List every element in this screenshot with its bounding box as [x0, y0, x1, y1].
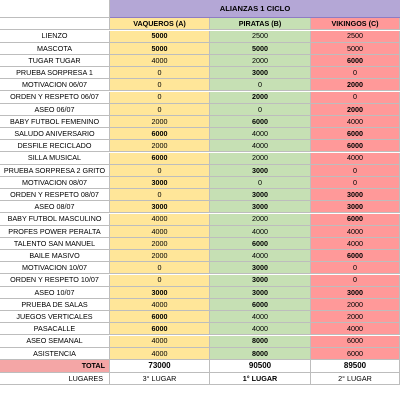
piratas-cell[interactable]: 2500	[210, 31, 311, 43]
piratas-cell[interactable]: 4000	[210, 323, 311, 335]
vikingos-cell[interactable]: 0	[311, 275, 400, 287]
piratas-cell[interactable]: 3000	[210, 201, 311, 213]
table-row	[0, 92, 400, 104]
piratas-cell[interactable]: 3000	[210, 262, 311, 274]
vikingos-cell[interactable]: 2000	[311, 79, 400, 91]
table-row	[0, 214, 400, 226]
title-row	[0, 0, 400, 18]
vaqueros-cell[interactable]: 0	[110, 79, 210, 91]
place-vikingos[interactable]: 2° LUGAR	[311, 373, 400, 385]
vaqueros-cell[interactable]: 0	[110, 165, 210, 177]
table-row	[0, 287, 400, 299]
vaqueros-cell[interactable]: 3000	[110, 177, 210, 189]
places-row	[0, 373, 400, 385]
piratas-cell[interactable]: 4000	[210, 140, 311, 152]
activity-cell[interactable]: MOTIVACION 06/07	[0, 79, 110, 91]
vikingos-cell[interactable]: 0	[311, 177, 400, 189]
table-row	[0, 226, 400, 238]
header-vaqueros[interactable]: VAQUEROS (A)	[110, 18, 210, 30]
vaqueros-cell[interactable]: 3000	[110, 287, 210, 299]
vaqueros-cell[interactable]: 4000	[110, 214, 210, 226]
activity-cell[interactable]: TUGAR TUGAR	[0, 55, 110, 67]
vaqueros-cell[interactable]: 6000	[110, 153, 210, 165]
vaqueros-cell[interactable]: 4000	[110, 336, 210, 348]
header-row	[0, 18, 400, 30]
table-row	[0, 189, 400, 201]
activity-cell[interactable]: SILLA MUSICAL	[0, 153, 110, 165]
vikingos-cell[interactable]: 4000	[311, 238, 400, 250]
table-row	[0, 323, 400, 335]
header-vikingos[interactable]: VIKINGOS (C)	[311, 18, 400, 30]
activity-cell[interactable]: ASEO 08/07	[0, 201, 110, 213]
blank-cell[interactable]	[0, 0, 110, 18]
activity-cell[interactable]: MOTIVACION 08/07	[0, 177, 110, 189]
vikingos-cell[interactable]: 3000	[311, 201, 400, 213]
piratas-cell[interactable]: 8000	[210, 348, 311, 360]
table-row	[0, 238, 400, 250]
activity-cell[interactable]: JUEGOS VERTICALES	[0, 311, 110, 323]
activity-cell[interactable]: PRUEBA DE SALAS	[0, 299, 110, 311]
activity-cell[interactable]: TALENTO SAN MANUEL	[0, 238, 110, 250]
activity-cell[interactable]: LIENZO	[0, 31, 110, 43]
header-piratas[interactable]: PIRATAS (B)	[210, 18, 311, 30]
vikingos-cell[interactable]: 6000	[311, 348, 400, 360]
table-row	[0, 79, 400, 91]
activity-cell[interactable]: ORDEN Y RESPETO 08/07	[0, 189, 110, 201]
piratas-cell[interactable]: 3000	[210, 287, 311, 299]
vikingos-cell[interactable]: 0	[311, 92, 400, 104]
table-row	[0, 153, 400, 165]
table-row	[0, 348, 400, 360]
vaqueros-cell[interactable]: 4000	[110, 55, 210, 67]
table-row	[0, 43, 400, 55]
places-label[interactable]: LUGARES	[0, 373, 110, 385]
table-row	[0, 165, 400, 177]
vaqueros-cell[interactable]: 2000	[110, 116, 210, 128]
vaqueros-cell[interactable]: 3000	[110, 201, 210, 213]
total-row	[0, 360, 400, 373]
total-vaqueros[interactable]: 73000	[110, 360, 210, 373]
vikingos-cell[interactable]: 2000	[311, 104, 400, 116]
table-row	[0, 299, 400, 311]
piratas-cell[interactable]: 3000	[210, 189, 311, 201]
activity-cell[interactable]: MOTIVACION 10/07	[0, 262, 110, 274]
vaqueros-cell[interactable]: 4000	[110, 226, 210, 238]
piratas-cell[interactable]: 6000	[210, 299, 311, 311]
vikingos-cell[interactable]: 4000	[311, 323, 400, 335]
piratas-cell[interactable]: 4000	[210, 250, 311, 262]
table-row	[0, 140, 400, 152]
vikingos-cell[interactable]: 3000	[311, 287, 400, 299]
activity-cell[interactable]: SALUDO ANIVERSARIO	[0, 128, 110, 140]
piratas-cell[interactable]: 2000	[210, 214, 311, 226]
vaqueros-cell[interactable]: 0	[110, 262, 210, 274]
activity-cell[interactable]: BAILE MASIVO	[0, 250, 110, 262]
activity-cell[interactable]: PRUEBA SORPRESA 1	[0, 67, 110, 79]
vaqueros-cell[interactable]: 0	[110, 189, 210, 201]
activity-cell[interactable]: PASACALLE	[0, 323, 110, 335]
piratas-cell[interactable]: 3000	[210, 67, 311, 79]
vaqueros-cell[interactable]: 4000	[110, 299, 210, 311]
table-row	[0, 336, 400, 348]
activity-cell[interactable]: ASEO SEMANAL	[0, 336, 110, 348]
total-vikingos[interactable]: 89500	[311, 360, 400, 373]
vikingos-cell[interactable]: 6000	[311, 55, 400, 67]
activity-cell[interactable]: BABY FUTBOL MASCULINO	[0, 214, 110, 226]
activity-cell[interactable]: ORDEN Y RESPETO 10/07	[0, 275, 110, 287]
header-activity-cell[interactable]	[0, 18, 110, 30]
vaqueros-cell[interactable]: 2000	[110, 250, 210, 262]
vaqueros-cell[interactable]: 2000	[110, 238, 210, 250]
piratas-cell[interactable]: 8000	[210, 336, 311, 348]
place-vaqueros[interactable]: 3° LUGAR	[110, 373, 210, 385]
total-piratas[interactable]: 90500	[210, 360, 311, 373]
activity-cell[interactable]: PRUEBA SORPRESA 2 GRITO	[0, 165, 110, 177]
piratas-cell[interactable]: 2000	[210, 153, 311, 165]
vaqueros-cell[interactable]: 5000	[110, 43, 210, 55]
vikingos-cell[interactable]: 4000	[311, 153, 400, 165]
activity-cell[interactable]: ORDEN Y RESPETO 06/07	[0, 92, 110, 104]
piratas-cell[interactable]: 5000	[210, 43, 311, 55]
activity-cell[interactable]: ASEO 06/07	[0, 104, 110, 116]
table-row	[0, 275, 400, 287]
vikingos-cell[interactable]: 6000	[311, 140, 400, 152]
table-row	[0, 177, 400, 189]
piratas-cell[interactable]: 2000	[210, 55, 311, 67]
vaqueros-cell[interactable]: 0	[110, 104, 210, 116]
vikingos-cell[interactable]: 2000	[311, 299, 400, 311]
vaqueros-cell[interactable]: 0	[110, 275, 210, 287]
vaqueros-cell[interactable]: 5000	[110, 31, 210, 43]
piratas-cell[interactable]: 6000	[210, 116, 311, 128]
vikingos-cell[interactable]: 0	[311, 262, 400, 274]
vaqueros-cell[interactable]: 6000	[110, 311, 210, 323]
vikingos-cell[interactable]: 4000	[311, 116, 400, 128]
vikingos-cell[interactable]: 2500	[311, 31, 400, 43]
piratas-cell[interactable]: 4000	[210, 226, 311, 238]
piratas-cell[interactable]: 0	[210, 79, 311, 91]
table-row	[0, 104, 400, 116]
piratas-cell[interactable]: 2000	[210, 92, 311, 104]
vikingos-cell[interactable]: 6000	[311, 214, 400, 226]
piratas-cell[interactable]: 0	[210, 177, 311, 189]
vaqueros-cell[interactable]: 2000	[110, 140, 210, 152]
table-row	[0, 201, 400, 213]
table-title[interactable]: ALIANZAS 1 CICLO	[110, 0, 400, 18]
activity-cell[interactable]: MASCOTA	[0, 43, 110, 55]
activity-cell[interactable]: ASISTENCIA	[0, 348, 110, 360]
activity-cell[interactable]: DESFILE RECICLADO	[0, 140, 110, 152]
table-row	[0, 67, 400, 79]
vaqueros-cell[interactable]: 6000	[110, 128, 210, 140]
table-row	[0, 250, 400, 262]
piratas-cell[interactable]: 4000	[210, 311, 311, 323]
vikingos-cell[interactable]: 3000	[311, 189, 400, 201]
vikingos-cell[interactable]: 4000	[311, 226, 400, 238]
vikingos-cell[interactable]: 6000	[311, 128, 400, 140]
vikingos-cell[interactable]: 5000	[311, 43, 400, 55]
table-row	[0, 311, 400, 323]
piratas-cell[interactable]: 6000	[210, 238, 311, 250]
vaqueros-cell[interactable]: 6000	[110, 323, 210, 335]
table-row	[0, 128, 400, 140]
table-row	[0, 262, 400, 274]
activity-cell[interactable]: PROFES POWER PERALTA	[0, 226, 110, 238]
vikingos-cell[interactable]: 2000	[311, 311, 400, 323]
table-row	[0, 55, 400, 67]
table-row	[0, 31, 400, 43]
place-piratas[interactable]: 1° LUGAR	[210, 373, 311, 385]
piratas-cell[interactable]: 3000	[210, 275, 311, 287]
piratas-cell[interactable]: 3000	[210, 165, 311, 177]
vaqueros-cell[interactable]: 4000	[110, 348, 210, 360]
vikingos-cell[interactable]: 0	[311, 165, 400, 177]
vikingos-cell[interactable]: 6000	[311, 336, 400, 348]
table-row	[0, 116, 400, 128]
vaqueros-cell[interactable]: 0	[110, 67, 210, 79]
vikingos-cell[interactable]: 0	[311, 67, 400, 79]
vikingos-cell[interactable]: 6000	[311, 250, 400, 262]
total-label[interactable]: TOTAL	[0, 360, 110, 373]
activity-cell[interactable]: BABY FUTBOL FEMENINO	[0, 116, 110, 128]
piratas-cell[interactable]: 0	[210, 104, 311, 116]
piratas-cell[interactable]: 4000	[210, 128, 311, 140]
vaqueros-cell[interactable]: 0	[110, 92, 210, 104]
activity-cell[interactable]: ASEO 10/07	[0, 287, 110, 299]
